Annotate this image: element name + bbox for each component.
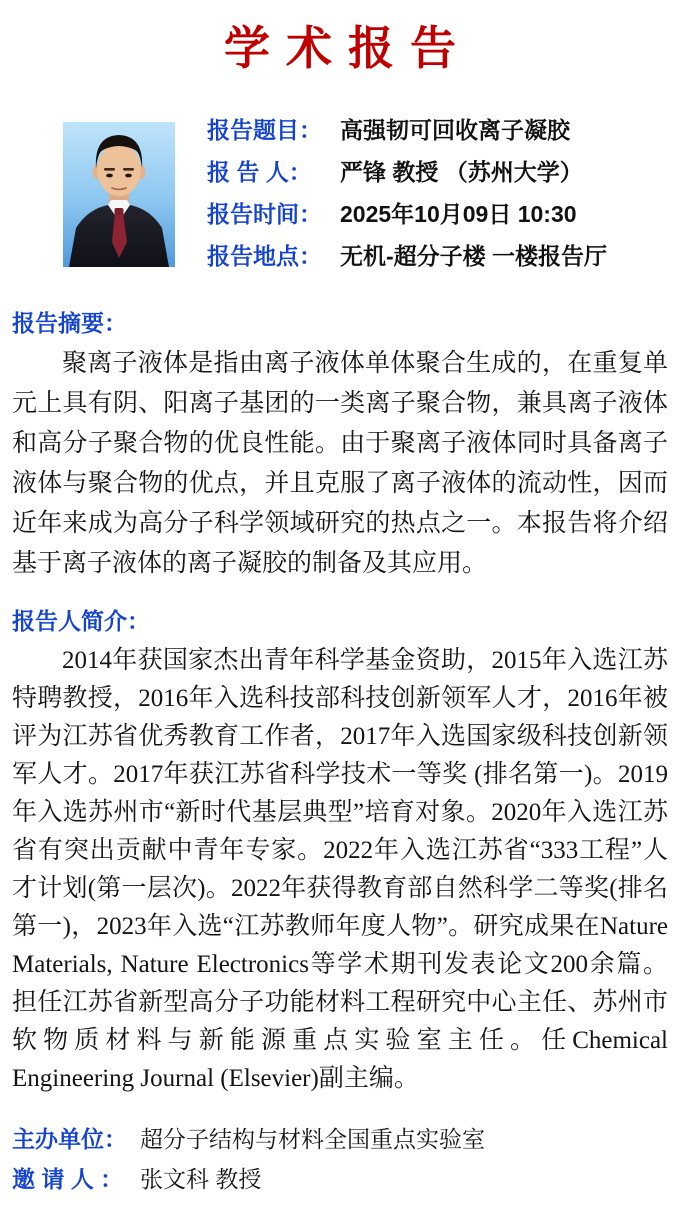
lecture-info (207, 115, 607, 283)
eyebrow-left (104, 168, 115, 171)
info-row-venue (207, 241, 607, 283)
speaker-label: 报 告 人： (207, 159, 312, 185)
topic-value: 高强韧可回收离子凝胶 (340, 117, 570, 143)
info-row-topic (207, 115, 607, 157)
venue-value: 无机-超分子楼 一楼报告厅 (340, 243, 608, 269)
eyebrow-right (123, 168, 134, 171)
speaker-portrait-photo (63, 122, 175, 267)
footer-block (12, 1124, 668, 1204)
eye-right (125, 174, 132, 178)
page-title: 学术报告 (224, 21, 472, 75)
time-value: 2025年10月09日 10:30 (340, 201, 577, 227)
info-row-speaker (207, 157, 607, 199)
info-row-time (207, 199, 607, 241)
time-label: 报告时间： (207, 201, 322, 227)
eye-left (106, 174, 113, 178)
organizer-value: 超分子结构与材料全国重点实验室 (140, 1126, 485, 1152)
abstract-paragraph: 聚离子液体是指由离子液体单体聚合生成的，在重复单元上具有阴、阳离子基团的一类离子聚合物，兼具离子液体和高分子聚合物的优良性能。由于聚离子液体同时具备离子液体与聚合物的优点，并且克服了离子液体的流动性，因而近年来成为高分子科学领域研究的热点之一。本报告将介绍基于离子液体的离子凝胶的制备及其应用。 (12, 350, 668, 577)
footer-row-organizer (12, 1124, 668, 1164)
inviter-value: 张文科 教授 (140, 1166, 262, 1192)
inviter-label: 邀 请 人 ： (12, 1166, 124, 1192)
abstract-heading: 报告摘要： (12, 310, 127, 336)
face (97, 144, 141, 196)
footer-row-inviter (12, 1164, 668, 1204)
header-block (0, 117, 680, 269)
bio-heading: 报告人简介： (12, 608, 150, 634)
tie-knot (115, 208, 124, 215)
venue-label: 报告地点： (207, 243, 322, 269)
bio-paragraph: 2014年获国家杰出青年科学基金资助，2015年入选江苏特聘教授，2016年入选科技部科技创新领军人才，2016年被评为江苏省优秀教育工作者，2017年入选国家级科技创新领军人才。2017年获江苏省科学技术一等奖 (排名第一)。2019年入选苏州市“新时代基层典型”培育对象。2020年入选江苏省有突出贡献中青年专家。2022年入选江苏省“333工程”人才计划(第一层次)。2022年获得教育部自然科学二等奖(排名第一)，2023年入选“江苏教师年度人物”。研究成果在Nature Materials, Nature Electronics等学术期刊发表论文200余篇。担任江苏省新型高分子功能材料工程研究中心主任、苏州市软物质材料与新能源重点实验室主任。任Chemical Engineering Journal (Elsevier)副主编。 (12, 647, 668, 1092)
topic-label: 报告题目： (207, 117, 322, 143)
organizer-label: 主办单位： (12, 1126, 127, 1152)
lecture-announcement-page (0, 22, 680, 1232)
speaker-value: 严锋 教授 （苏州大学） (340, 159, 583, 185)
